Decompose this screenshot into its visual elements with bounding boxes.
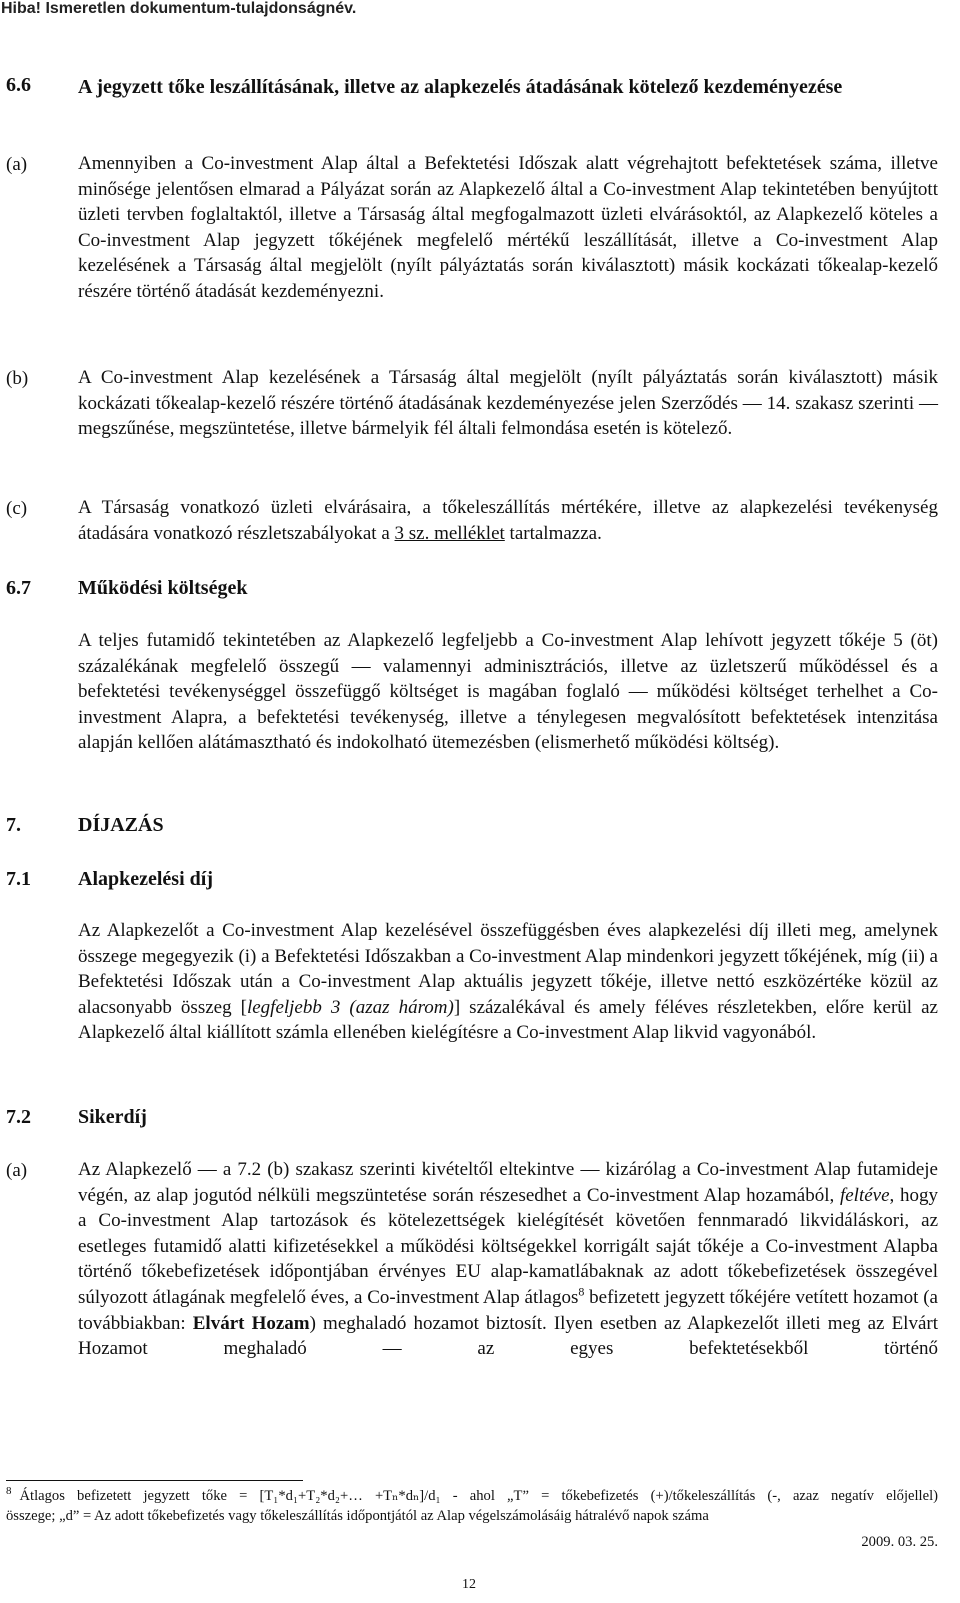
paragraph: A teljes futamidő tekintetében az Alapkezelő legfeljebb a Co-investment Alap lehívott jegyzett tőkéje 5 (öt) százalékának megfelelő összegű — valamennyi adminisztrációs, illetve az üzletszerű működéssel és a befektetési tevékenységgel összefüggő költséget is magában foglaló — működési költséget terhelhet a Co-investment Alapra, a befektetési tevékenység, illetve a ténylegesen megvalósított befektetések intenzitása alapján kellően alátámasztható és indokolható ütemezésben (elismerhető működési költség).	[78, 630, 938, 754]
text-run: ] százalékával és amely féléves részletekben, előre kerül az Alapkezelő által kiállított számla ellenében kielégítésre a Co-investment Alap likvid vagyonából.	[78, 996, 938, 1044]
section-title: Működési költségek	[78, 577, 248, 599]
text-run: Az Alapkezelőt a Co-investment Alap kezelésével összefüggésben éves alapkezelési díj illeti meg, amelynek összege megegyezik (i) a Befektetési Időszakban a Co-investment Alap mindenkori jegyzett tőkéjének, míg (ii) a Befektetési Időszak után a Co-investment Alap aktuális jegyzett tőkéje, illetve nettó eszközértéke közül az alacsonyabb összeg [	[78, 920, 938, 1018]
section-number: 6.7	[6, 577, 31, 599]
footnote-ref[interactable]: 8	[578, 1284, 585, 1299]
footnote-number: 8	[6, 1485, 12, 1498]
chapter-number: 7.	[6, 814, 21, 836]
section-title: Alapkezelési díj	[78, 868, 213, 890]
bold-term: Elvárt Hozam	[192, 1312, 310, 1334]
footnote-text: Átlagos befizetett jegyzett tőke = [T₁*d₁+T₂*d₂+… +Tₙ*dₙ]/d₁ - ahol „T” = tőkebefizetés (+)/tőkeleszállítás (-, azaz negatív előjellel)	[19, 1488, 938, 1504]
section-title: A jegyzett tőke leszállításának, illetve az alapkezelés átadásának kötelező kezdeményezése	[78, 76, 843, 98]
italic-text: feltéve	[839, 1184, 890, 1206]
italic-text: legfeljebb 3 (azaz három)	[246, 996, 454, 1018]
item-marker: (a)	[6, 154, 28, 175]
paragraph	[78, 1157, 938, 1362]
document-date: 2009. 03. 25.	[861, 1534, 938, 1550]
paragraph: A Co-investment Alap kezelésének a Társaság által megjelölt (nyílt pályáztatás során kiválasztott) másik kockázati tőkealap-kezelő részére történő átadásának kezdeményezése jelen Szerződés — 14. szakasz szerinti — megszűnése, megszüntetése, illetve bármelyik fél általi felmondása esetén is kötelező.	[78, 367, 938, 440]
paragraph: Amennyiben a Co-investment Alap által a Befektetési Időszak alatt végrehajtott befektetések száma, illetve minősége jelentősen elmarad a Pályázat során az Alapkezelő által a Co-investment Alap tekintetében benyújtott üzleti tervben foglaltaktól, illetve a Társaság által megfogalmazott üzleti elvárásoktól, az Alapkezelő köteles a Co-investment Alap jegyzett tőkéjének megfelelő mértékű leszállítását, illetve a Co-investment Alap kezelésének a Társaság által megjelölt (nyílt pályáztatás során kiválasztott) másik kockázati tőkealap-kezelő részére történő átadását kezdeményezni.	[78, 153, 938, 302]
section-number: 7.2	[6, 1106, 31, 1128]
chapter-heading	[6, 814, 164, 837]
footnote	[6, 1486, 938, 1526]
page-number: 12	[462, 1577, 476, 1592]
footnote-divider	[6, 1480, 303, 1481]
section-number: 6.6	[6, 74, 31, 96]
section-heading	[6, 1106, 147, 1129]
item-marker: (a)	[6, 1160, 28, 1181]
section-heading	[6, 577, 248, 600]
section-number: 7.1	[6, 868, 31, 890]
text-run: befizetett jegyzett tőkéjére vetített hozamot (a továbbiakban:	[78, 1286, 938, 1334]
text-run: ) meghaladó hozamot biztosít. Ilyen esetben az Alapkezelőt illeti meg az Elvárt Hozamot meghaladó — az egyes befektetésekből történő	[78, 1312, 938, 1360]
error-banner: Hiba! Ismeretlen dokumentum-tulajdonságnév.	[1, 0, 357, 17]
text-run: , hogy a Co-investment Alap tartozások és kötelezettségek kielégítését követően fennmaradó likvidáláskori, az esetleges futamidő alatti kifizetésekkel a működési költségekkel korrigált saját tőkéje a Co-investment Alapba történő tőkebefizetések időpontjában érvényes EU alap-kamatlábaknak az adott tőkebefizetések összegével súlyozott átlagának megfelelő éves, a Co-investment Alap átlagos	[78, 1184, 939, 1308]
annex-link[interactable]: 3 sz. melléklet	[394, 522, 505, 544]
item-marker: (b)	[6, 368, 29, 389]
text-run: tartalmazza.	[504, 522, 602, 544]
item-marker: (c)	[6, 498, 28, 519]
text-run: A Társaság vonatkozó üzleti elvárásaira, a tőkeleszállítás mértékére, illetve az alapkezelési tevékenység átadására vonatkozó részletszabályokat a	[78, 497, 938, 544]
footnote-line: összege; „d” = Az adott tőkebefizetés vagy tőkeleszállítás időpontjától az Alap végelszámolásáig hátralévő napok száma	[6, 1508, 709, 1524]
footnote-line	[6, 1486, 938, 1506]
paragraph	[78, 918, 938, 1046]
paragraph	[78, 495, 938, 546]
section-heading	[6, 868, 213, 891]
text-run: Az Alapkezelő — a 7.2 (b) szakasz szerinti kivételtől eltekintve — kizárólag a Co-investment Alap futamideje végén, az alap jogutód nélküli megszüntetése során részesedhet a Co-investment Alap hozamából,	[78, 1159, 938, 1206]
section-title: Sikerdíj	[78, 1106, 147, 1128]
chapter-title: DÍJAZÁS	[78, 814, 164, 836]
